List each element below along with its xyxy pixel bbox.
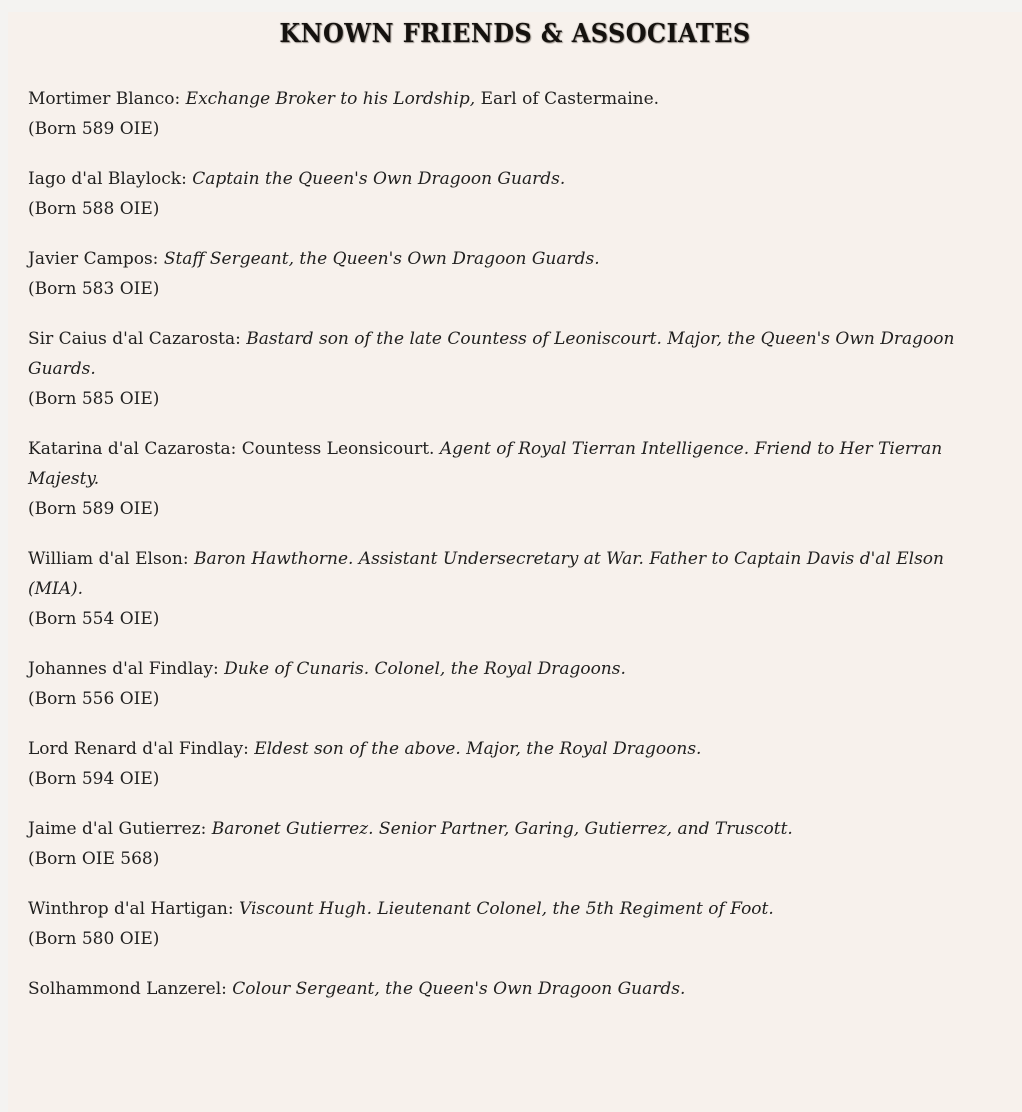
associate-line bbox=[28, 324, 972, 384]
associate-line bbox=[28, 84, 972, 114]
associate-line bbox=[28, 434, 972, 494]
associate-born: (Born 556 OIE) bbox=[28, 689, 160, 709]
associate-line bbox=[28, 974, 972, 1004]
associate-born: (Born 589 OIE) bbox=[28, 119, 160, 139]
associate-entry bbox=[28, 84, 972, 144]
associate-line bbox=[28, 734, 972, 764]
associate-entry bbox=[28, 324, 972, 414]
associate-entry bbox=[28, 894, 972, 954]
associate-born: (Born 554 OIE) bbox=[28, 609, 160, 629]
associate-born: (Born OIE 568) bbox=[28, 849, 160, 869]
associate-line bbox=[28, 244, 972, 274]
associate-name: Johannes d'al Findlay: bbox=[28, 659, 225, 679]
associate-born: (Born 588 OIE) bbox=[28, 199, 160, 219]
associate-name: Lord Renard d'al Findlay: bbox=[28, 739, 255, 759]
associate-name: Mortimer Blanco: bbox=[28, 89, 186, 109]
associate-name: Winthrop d'al Hartigan: bbox=[28, 899, 239, 919]
associate-name: Jaime d'al Gutierrez: bbox=[28, 819, 212, 839]
associate-line bbox=[28, 544, 972, 604]
associate-description: Viscount Hugh. Lieutenant Colonel, the 5th Regiment of Foot. bbox=[238, 899, 774, 919]
associate-name: William d'al Elson: bbox=[28, 549, 194, 569]
associate-description: Staff Sergeant, the Queen's Own Dragoon Guards. bbox=[163, 249, 600, 269]
associate-description: Agent of Royal Tierran Intelligence. Friend to Her Tierran Majesty. bbox=[28, 439, 943, 489]
associate-line bbox=[28, 894, 972, 924]
associate-entry bbox=[28, 544, 972, 634]
associate-name: Solhammond Lanzerel: bbox=[28, 979, 233, 999]
associate-description: Baronet Gutierrez. Senior Partner, Garing, Gutierrez, and Truscott. bbox=[211, 819, 793, 839]
associate-description: Colour Sergeant, the Queen's Own Dragoon Guards. bbox=[232, 979, 686, 999]
associate-entry bbox=[28, 434, 972, 524]
associate-line bbox=[28, 654, 972, 684]
associate-name: Katarina d'al Cazarosta: Countess Leonsicourt. bbox=[28, 439, 440, 459]
associate-entry bbox=[28, 654, 972, 714]
associate-description: Duke of Cunaris. Colonel, the Royal Dragoons. bbox=[224, 659, 626, 679]
associate-entry bbox=[28, 164, 972, 224]
associate-born: (Born 583 OIE) bbox=[28, 279, 160, 299]
associate-born: (Born 580 OIE) bbox=[28, 929, 160, 949]
associate-entry bbox=[28, 814, 972, 874]
associate-born: (Born 585 OIE) bbox=[28, 389, 160, 409]
associates-page bbox=[8, 12, 1022, 1112]
associates-list bbox=[8, 48, 1022, 1064]
associate-description: Eldest son of the above. Major, the Royal Dragoons. bbox=[254, 739, 702, 759]
associate-entry bbox=[28, 974, 972, 1004]
associate-description: Bastard son of the late Countess of Leoniscourt. Major, the Queen's Own Dragoon Guards. bbox=[28, 329, 955, 379]
associate-born: (Born 589 OIE) bbox=[28, 499, 160, 519]
associate-line bbox=[28, 164, 972, 194]
associate-name: Javier Campos: bbox=[28, 249, 164, 269]
associate-name: Iago d'al Blaylock: bbox=[28, 169, 193, 189]
associate-line bbox=[28, 814, 972, 844]
associate-name: Sir Caius d'al Cazarosta: bbox=[28, 329, 247, 349]
associate-name: Earl of Castermaine. bbox=[475, 89, 660, 109]
page-title: KNOWN FRIENDS & ASSOCIATES bbox=[279, 19, 751, 49]
associate-entry bbox=[28, 244, 972, 304]
associate-entry bbox=[28, 734, 972, 794]
associate-born: (Born 594 OIE) bbox=[28, 769, 160, 789]
associate-description: Captain the Queen's Own Dragoon Guards. bbox=[192, 169, 566, 189]
associate-description: Baron Hawthorne. Assistant Undersecretary at War. Father to Captain Davis d'al Elson (MIA). bbox=[28, 549, 944, 599]
associate-description: Exchange Broker to his Lordship, bbox=[185, 89, 476, 109]
